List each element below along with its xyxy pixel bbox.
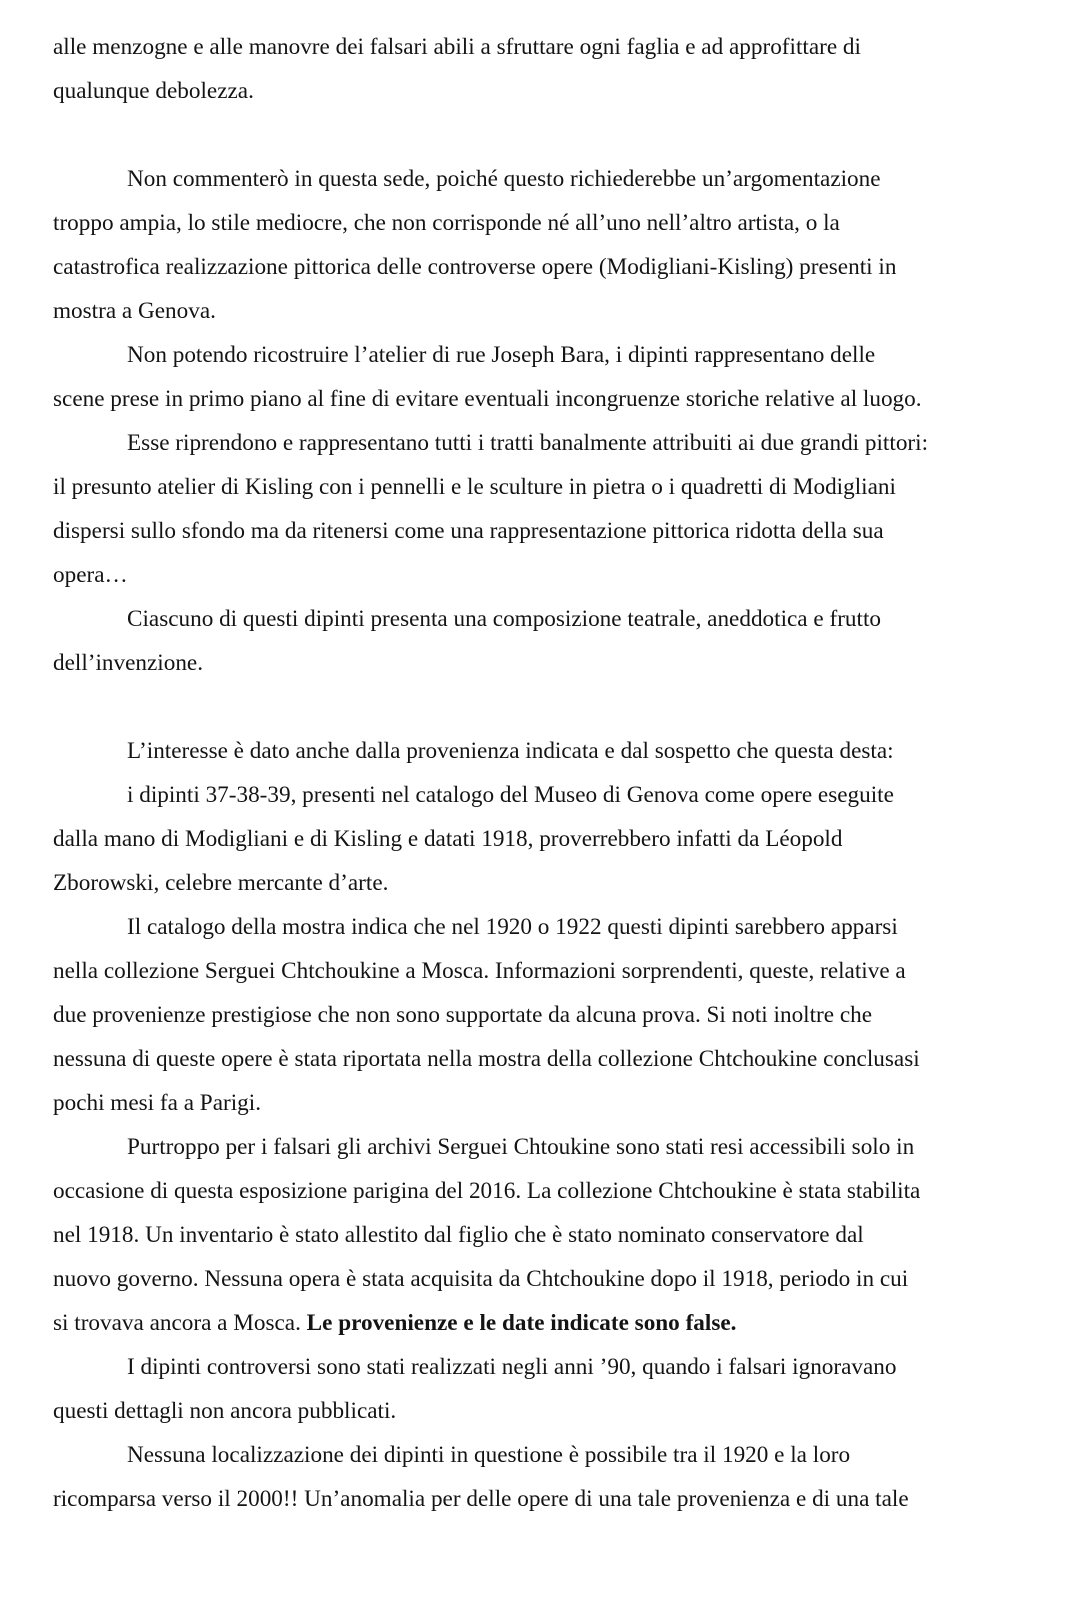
text-line xyxy=(53,465,1053,509)
text-line-content: i dipinti 37-38-39, presenti nel catalogo del Museo di Genova come opere eseguite xyxy=(127,782,894,808)
text-line-content: Il catalogo della mostra indica che nel 1920 o 1922 questi dipinti sarebbero apparsi xyxy=(127,914,898,940)
text-line xyxy=(53,1125,1053,1169)
text-line xyxy=(53,201,1053,245)
text-line xyxy=(53,729,1053,773)
text-line xyxy=(53,1477,1053,1521)
text-line-content: alle menzogne e alle manovre dei falsari abili a sfruttare ogni faglia e ad approfittare di xyxy=(53,34,861,60)
text-line-content: scene prese in primo piano al fine di evitare eventuali incongruenze storiche relative al luogo. xyxy=(53,386,922,412)
text-line-content: pochi mesi fa a Parigi. xyxy=(53,1090,261,1116)
text-line-content: dispersi sullo sfondo ma da ritenersi come una rappresentazione pittorica ridotta della sua xyxy=(53,518,884,544)
text-line xyxy=(53,1213,1053,1257)
text-line xyxy=(53,993,1053,1037)
document-body xyxy=(53,25,1053,1521)
text-line-content: I dipinti controversi sono stati realizzati negli anni ’90, quando i falsari ignoravano xyxy=(127,1354,897,1380)
text-line-content: nessuna di queste opere è stata riportata nella mostra della collezione Chtchoukine conclusasi xyxy=(53,1046,920,1072)
text-line xyxy=(53,25,1053,69)
text-line-content: Ciascuno di questi dipinti presenta una composizione teatrale, aneddotica e frutto xyxy=(127,606,882,632)
text-line-content: Purtroppo per i falsari gli archivi Serguei Chtoukine sono stati resi accessibili solo in xyxy=(127,1134,915,1160)
text-line-content: dalla mano di Modigliani e di Kisling e datati 1918, proverrebbero infatti da Léopold xyxy=(53,826,843,852)
text-line xyxy=(53,289,1053,333)
text-line xyxy=(53,905,1053,949)
text-line xyxy=(53,641,1053,685)
text-line xyxy=(53,421,1053,465)
text-line-content: Non potendo ricostruire l’atelier di rue Joseph Bara, i dipinti rappresentano delle xyxy=(127,342,876,368)
text-line xyxy=(53,1345,1053,1389)
text-line xyxy=(53,1257,1053,1301)
text-line-content: ricomparsa verso il 2000!! Un’anomalia per delle opere di una tale provenienza e di una tale xyxy=(53,1486,909,1512)
text-line-content: Esse riprendono e rappresentano tutti i tratti banalmente attribuiti ai due grandi pittori: xyxy=(127,430,929,456)
text-line-content: mostra a Genova. xyxy=(53,298,216,324)
paragraph-spacer xyxy=(53,113,1053,157)
text-line-content: Non commenterò in questa sede, poiché questo richiederebbe un’argomentazione xyxy=(127,166,881,192)
text-line-content: questi dettagli non ancora pubblicati. xyxy=(53,1398,397,1424)
text-line xyxy=(53,1037,1053,1081)
text-line-content: occasione di questa esposizione parigina del 2016. La collezione Chtchoukine è stata stabilita xyxy=(53,1178,921,1204)
text-line-content: L’interesse è dato anche dalla provenienza indicata e dal sospetto che questa desta: xyxy=(127,738,894,764)
text-line xyxy=(53,377,1053,421)
text-line xyxy=(53,553,1053,597)
text-line xyxy=(53,157,1053,201)
text-line xyxy=(53,1433,1053,1477)
text-line-content: Zborowski, celebre mercante d’arte. xyxy=(53,870,389,896)
text-line-content: si trovava ancora a Mosca. xyxy=(53,1310,307,1336)
text-line-content: qualunque debolezza. xyxy=(53,78,254,104)
text-line-content: dell’invenzione. xyxy=(53,650,204,676)
text-line xyxy=(53,1081,1053,1125)
text-line-content: nel 1918. Un inventario è stato allestito dal figlio che è stato nominato conservatore dal xyxy=(53,1222,864,1248)
text-line-content: nuovo governo. Nessuna opera è stata acquisita da Chtchoukine dopo il 1918, periodo in cui xyxy=(53,1266,909,1292)
text-line xyxy=(53,1301,1053,1345)
text-line xyxy=(53,773,1053,817)
text-line xyxy=(53,1389,1053,1433)
text-line-content: due provenienze prestigiose che non sono supportate da alcuna prova. Si noti inoltre che xyxy=(53,1002,873,1028)
text-line-content: nella collezione Serguei Chtchoukine a Mosca. Informazioni sorprendenti, queste, relative a xyxy=(53,958,906,984)
text-line xyxy=(53,69,1053,113)
bold-statement: Le provenienze e le date indicate sono false. xyxy=(306,1310,737,1336)
text-line-content: troppo ampia, lo stile mediocre, che non corrisponde né all’uno nell’altro artista, o la xyxy=(53,210,840,236)
text-line xyxy=(53,333,1053,377)
text-line xyxy=(53,949,1053,993)
text-line-content: catastrofica realizzazione pittorica delle controverse opere (Modigliani-Kisling) presenti in xyxy=(53,254,897,280)
text-line xyxy=(53,817,1053,861)
text-line xyxy=(53,597,1053,641)
text-line-content: opera… xyxy=(53,562,128,588)
text-line xyxy=(53,245,1053,289)
text-line xyxy=(53,861,1053,905)
text-line xyxy=(53,1169,1053,1213)
paragraph-spacer xyxy=(53,685,1053,729)
text-line-content: Nessuna localizzazione dei dipinti in questione è possibile tra il 1920 e la loro xyxy=(127,1442,851,1468)
text-line-content: il presunto atelier di Kisling con i pennelli e le sculture in pietra o i quadretti di Modigliani xyxy=(53,474,896,500)
text-line xyxy=(53,509,1053,553)
